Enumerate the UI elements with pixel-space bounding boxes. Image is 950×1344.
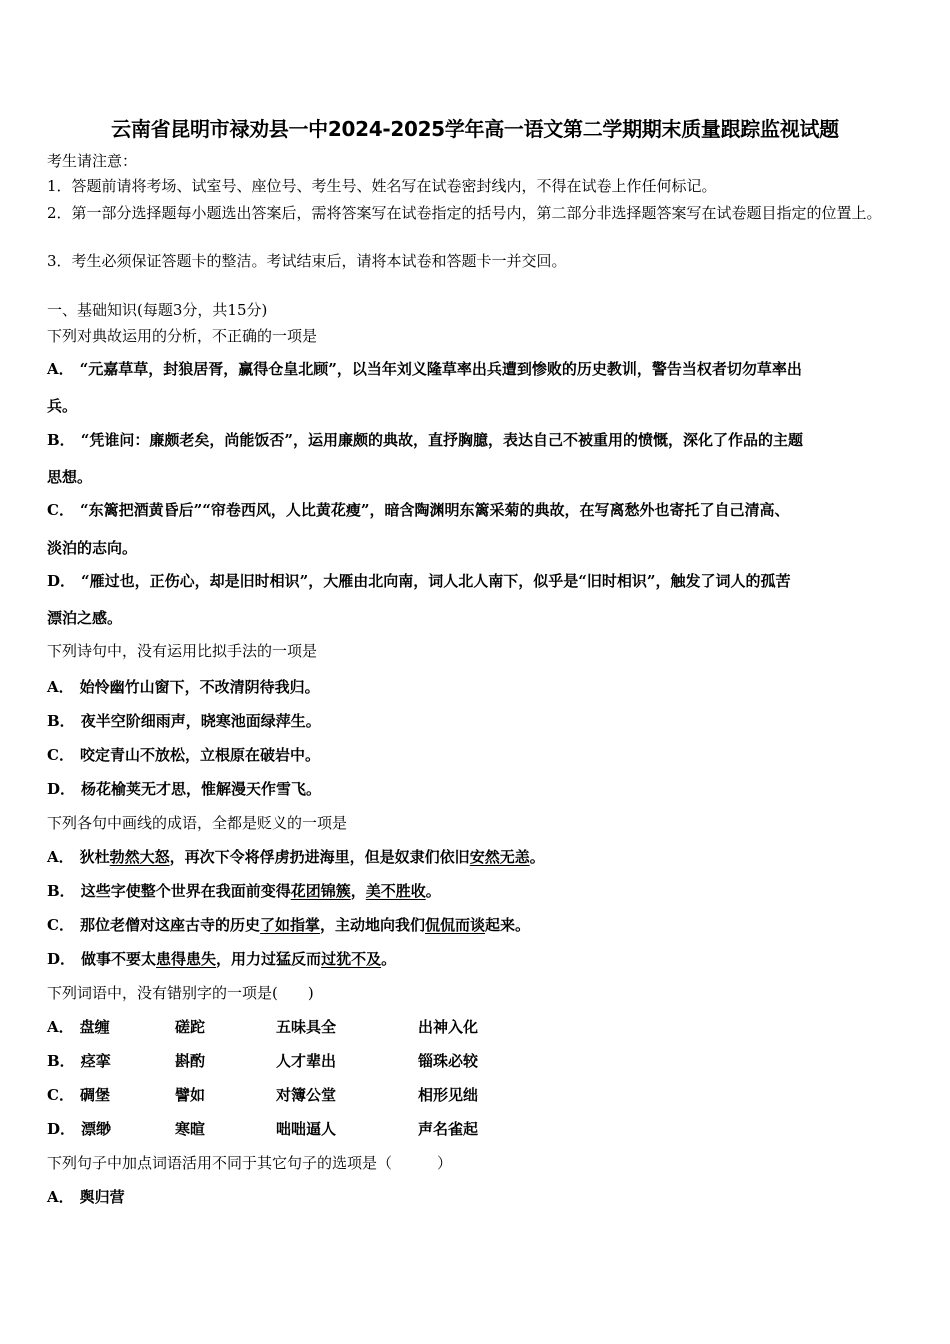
word: 相形见绌 xyxy=(418,1086,479,1104)
word: 锱珠必较 xyxy=(418,1052,479,1070)
q1-option-a-cont: 兵。 xyxy=(47,397,78,415)
q3-option-a xyxy=(47,847,545,867)
option-letter: C． xyxy=(47,916,74,934)
word: 磋跎 xyxy=(175,1018,206,1036)
question-5-stem: 下列句子中加点词语活用不同于其它句子的选项是（ ） xyxy=(47,1154,453,1172)
option-text: ，主动地向我们 xyxy=(319,916,425,934)
option-text: ，用力过猛反而 xyxy=(216,950,322,968)
option-text: 杨花榆荚无才思，惟解漫天作雪飞。 xyxy=(81,780,322,798)
option-letter: B． xyxy=(47,1052,75,1070)
underlined-idiom: 患得患失 xyxy=(156,950,217,968)
q2-option-c xyxy=(47,745,320,765)
question-3-stem: 下列各句中画线的成语，全都是贬义的一项是 xyxy=(47,814,348,832)
section-heading: 一、基础知识(每题3分，共15分) xyxy=(47,301,268,319)
q1-option-c xyxy=(47,500,789,520)
question-4-stem: 下列词语中，没有错别字的一项是( ) xyxy=(47,984,314,1002)
q4-option-b xyxy=(47,1051,547,1071)
option-letter: A． xyxy=(47,848,74,866)
notice-item-1: 1．答题前请将考场、试室号、座位号、考生号、姓名写在试卷密封线内，不得在试卷上作任何标记。 xyxy=(47,177,717,195)
q2-option-b xyxy=(47,711,321,731)
q1-option-a xyxy=(47,359,802,379)
word: 寒暄 xyxy=(175,1120,206,1138)
underlined-idiom: 花团锦簇 xyxy=(290,882,351,900)
option-text: 。 xyxy=(425,882,441,900)
option-text: 这些字使整个世界在我面前变得 xyxy=(80,882,291,900)
word: 譬如 xyxy=(175,1086,206,1104)
option-text: 始怜幽竹山窗下，不改清阴待我归。 xyxy=(79,678,320,696)
option-letter: C． xyxy=(47,746,74,764)
notice-item-2: 2．第一部分选择题每小题选出答案后，需将答案写在试卷指定的括号内，第二部分非选择题答案写在试卷题目指定的位置上。 xyxy=(47,204,882,222)
q1-option-d xyxy=(47,571,791,591)
option-text: ，再次下令将俘虏扔进海里，但是奴隶们依旧 xyxy=(169,848,470,866)
word: 人才辈出 xyxy=(276,1052,337,1070)
underlined-idiom: 安然无恙 xyxy=(469,848,530,866)
option-label xyxy=(47,1085,110,1105)
word: 五味具全 xyxy=(276,1018,337,1036)
option-letter: D． xyxy=(47,780,76,798)
option-label xyxy=(47,1051,111,1071)
option-text: “东篱把酒黄昏后”“帘卷西风，人比黄花瘦”，暗含陶渊明东篱采菊的典故，在写离愁外也寄托了自己清高、 xyxy=(79,501,790,519)
word: 对簿公堂 xyxy=(276,1086,337,1104)
option-letter: A． xyxy=(47,678,74,696)
option-letter: C． xyxy=(47,501,74,519)
q4-option-d xyxy=(47,1119,547,1139)
option-letter: C． xyxy=(47,1086,74,1104)
option-letter: B． xyxy=(47,431,75,449)
option-text: 狄杜 xyxy=(79,848,110,866)
q2-option-d xyxy=(47,779,321,799)
q4-option-a xyxy=(47,1017,547,1037)
option-letter: D． xyxy=(47,950,76,968)
q3-option-c xyxy=(47,915,530,935)
word: 盘缠 xyxy=(79,1018,110,1036)
word: 出神入化 xyxy=(418,1018,479,1036)
option-letter: B． xyxy=(47,712,75,730)
q1-option-b xyxy=(47,430,803,450)
option-text: 舆归营 xyxy=(79,1188,125,1206)
word: 声名雀起 xyxy=(418,1120,479,1138)
option-text: 咬定青山不放松，立根原在破岩中。 xyxy=(79,746,320,764)
notice-heading: 考生请注意： xyxy=(47,152,138,170)
q1-option-c-cont: 淡泊的志向。 xyxy=(47,539,138,557)
underlined-idiom: 侃侃而谈 xyxy=(425,916,486,934)
underlined-idiom: 过犹不及 xyxy=(321,950,382,968)
notice-item-3: 3．考生必须保证答题卡的整洁。考试结束后，请将本试卷和答题卡一并交回。 xyxy=(47,252,567,270)
q4-option-c xyxy=(47,1085,547,1105)
underlined-idiom: 美不胜收 xyxy=(365,882,426,900)
option-text: “雁过也，正伤心，却是旧时相识”，大雁由北向南，词人北人南下，似乎是“旧时相识”，触发了词人的孤苦 xyxy=(81,572,791,590)
option-letter: D． xyxy=(47,572,76,590)
option-text: “凭谁问：廉颇老矣，尚能饭否”，运用廉颇的典故，直抒胸臆，表达自己不被重用的愤慨，深化了作品的主题 xyxy=(80,431,803,449)
option-label xyxy=(47,1017,110,1037)
option-text: 起来。 xyxy=(485,916,531,934)
word: 咄咄逼人 xyxy=(276,1120,337,1138)
option-text: 。 xyxy=(529,848,545,866)
underlined-idiom: 了如指掌 xyxy=(259,916,320,934)
word: 斟酌 xyxy=(175,1052,206,1070)
option-letter: A． xyxy=(47,1188,74,1206)
option-letter: B． xyxy=(47,882,75,900)
option-letter: D． xyxy=(47,1120,76,1138)
option-text: 做事不要太 xyxy=(81,950,157,968)
q3-option-b xyxy=(47,881,441,901)
page-title: 云南省昆明市禄劝县一中2024-2025学年高一语文第二学期期末质量跟踪监视试题 xyxy=(111,117,839,141)
word: 漂缈 xyxy=(81,1120,112,1138)
q3-option-d xyxy=(47,949,396,969)
q1-option-b-cont: 思想。 xyxy=(47,468,93,486)
option-letter: A． xyxy=(47,1018,74,1036)
option-text: ， xyxy=(350,882,366,900)
q5-option-a xyxy=(47,1187,125,1207)
option-text: “元嘉草草，封狼居胥，赢得仓皇北顾”，以当年刘义隆草率出兵遭到惨败的历史教训，警告当权者切勿草率出 xyxy=(79,360,802,378)
option-label xyxy=(47,1119,111,1139)
q2-option-a xyxy=(47,677,320,697)
option-text: 。 xyxy=(381,950,397,968)
option-letter: A． xyxy=(47,360,74,378)
underlined-idiom: 勃然大怒 xyxy=(109,848,170,866)
option-text: 夜半空阶细雨声，晓寒池面绿萍生。 xyxy=(80,712,321,730)
word: 碉堡 xyxy=(79,1086,110,1104)
question-1-stem: 下列对典故运用的分析，不正确的一项是 xyxy=(47,327,318,345)
word: 痉挛 xyxy=(80,1052,111,1070)
q1-option-d-cont: 漂泊之感。 xyxy=(47,609,123,627)
question-2-stem: 下列诗句中，没有运用比拟手法的一项是 xyxy=(47,642,318,660)
option-text: 那位老僧对这座古寺的历史 xyxy=(79,916,260,934)
